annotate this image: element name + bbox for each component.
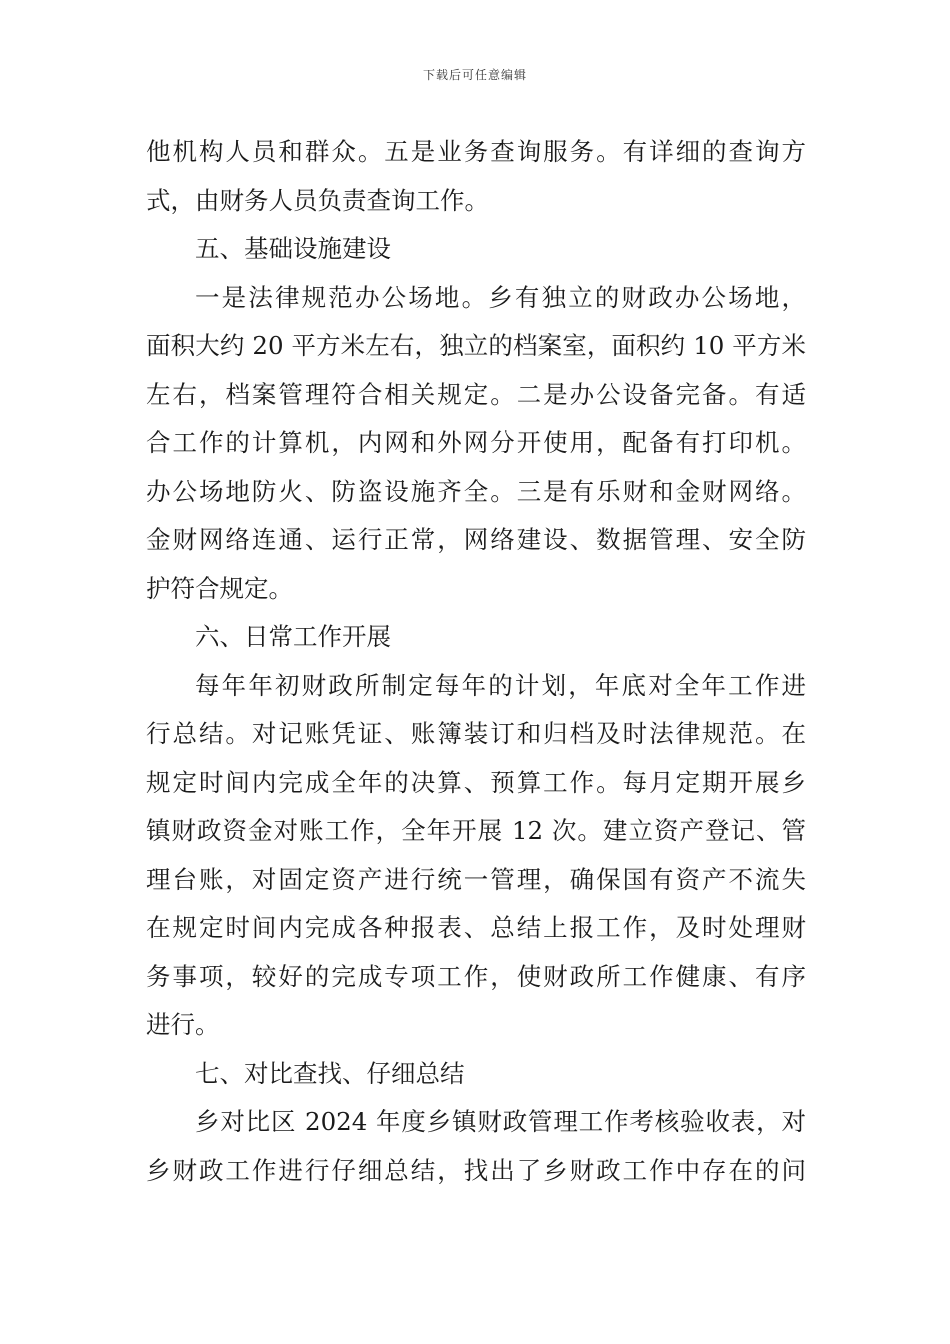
text-line: 面积大约 20 平方米左右，独立的档案室，面积约 10 平方米: [146, 331, 806, 360]
text-line: 进行。: [146, 1010, 220, 1039]
text-line: 乡财政工作进行仔细总结，找出了乡财政工作中存在的问: [146, 1155, 806, 1185]
text-line: 在规定时间内完成各种报表、总结上报工作，及时处理财: [146, 913, 806, 942]
text-line: 他机构人员和群众。五是业务查询服务。有详细的查询方: [146, 137, 806, 166]
text-line: 理台账，对固定资产进行统一管理，确保国有资产不流失: [146, 864, 806, 894]
document-body: [146, 128, 806, 1195]
text-line: 护符合规定。: [146, 573, 293, 603]
text-line: 行总结。对记账凭证、账簿装订和归档及时法律规范。在: [146, 719, 806, 748]
text-line: 办公场地防火、防盗设施齐全。三是有乐财和金财网络。: [146, 476, 806, 506]
text-line: 规定时间内完成全年的决算、预算工作。每月定期开展乡: [146, 767, 806, 797]
text-line: 乡对比区 2024 年度乡镇财政管理工作考核验收表，对: [195, 1107, 806, 1136]
section-heading: 六、日常工作开展: [195, 622, 391, 651]
section-heading: 五、基础设施建设: [195, 234, 391, 263]
text-line: 每年年初财政所制定每年的计划，年底对全年工作进: [195, 670, 806, 700]
text-line: 合工作的计算机，内网和外网分开使用，配备有打印机。: [146, 428, 806, 457]
text-line: 左右，档案管理符合相关规定。二是办公设备完备。有适: [146, 379, 806, 409]
text-line: 务事项，较好的完成专项工作，使财政所工作健康、有序: [146, 961, 806, 991]
text-line: 金财网络连通、运行正常，网络建设、数据管理、安全防: [146, 525, 806, 554]
text-line: 镇财政资金对账工作，全年开展 12 次。建立资产登记、管: [146, 816, 806, 845]
text-line: 式，由财务人员负责查询工作。: [146, 185, 489, 215]
section-heading: 七、对比查找、仔细总结: [195, 1058, 465, 1088]
text-line: 一是法律规范办公场地。乡有独立的财政办公场地，: [195, 282, 806, 312]
header-watermark: 下载后可任意编辑: [422, 68, 527, 82]
